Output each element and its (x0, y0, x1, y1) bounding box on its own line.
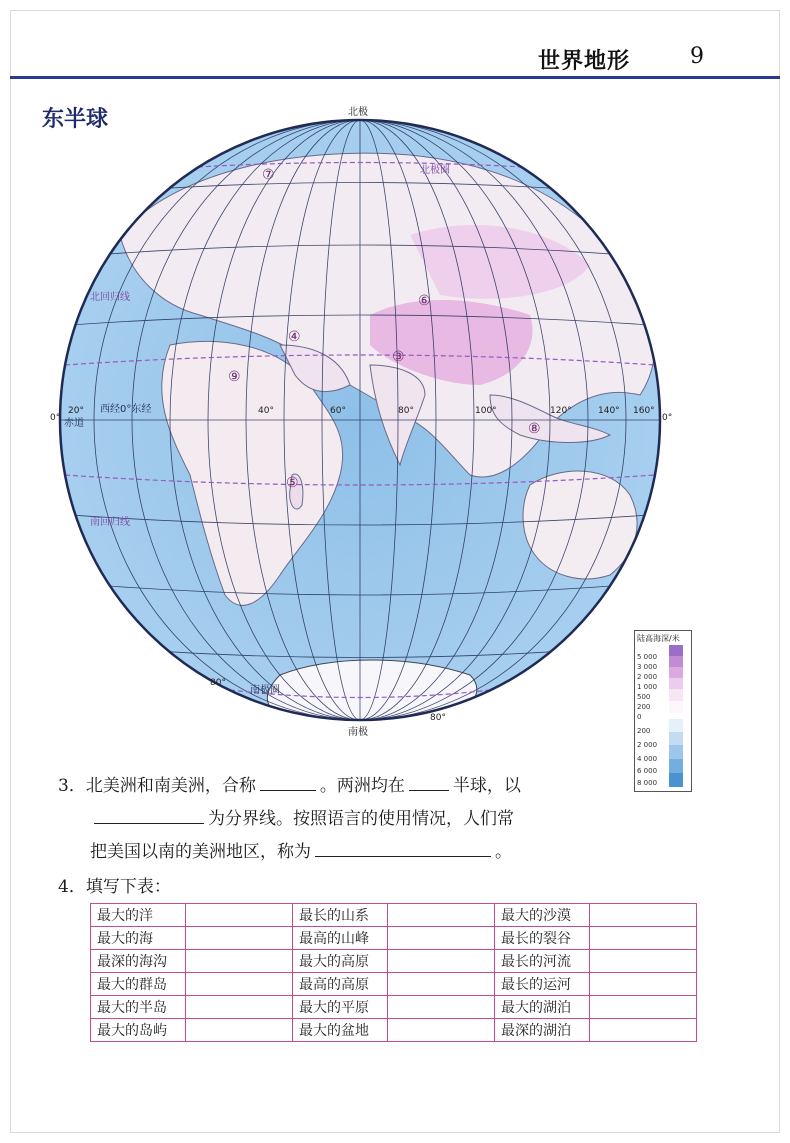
antarctica (267, 660, 476, 735)
legend-swatch-land-2 (669, 656, 683, 667)
answer-cell[interactable] (590, 996, 697, 1019)
legend-land-5000: 5 000 (637, 653, 658, 661)
tropic-cancer-label: 北回归线 (90, 292, 130, 303)
answer-cell[interactable] (388, 1019, 495, 1042)
question-4-prompt: 填写下表： (85, 877, 171, 897)
marker-4: ④ (288, 329, 301, 345)
prime-meridian-label: 西经0°东经 (100, 404, 152, 415)
legend-land-3000: 3 000 (637, 663, 658, 671)
lat-tick-right: 0° (662, 413, 673, 423)
equator-label: 赤道 (64, 418, 84, 429)
table-row (91, 927, 697, 950)
legend-sea-4000: 4 000 (637, 755, 658, 763)
table-cell-label: 最大的平原 (293, 996, 388, 1019)
header-rule (10, 76, 780, 79)
question-4 (58, 872, 171, 897)
answer-cell[interactable] (590, 904, 697, 927)
question-3-text-b: 。两洲均在 (319, 776, 405, 796)
table-row (91, 1019, 697, 1042)
marker-7: ⑦ (262, 167, 275, 183)
table-row (91, 996, 697, 1019)
table-row (91, 904, 697, 927)
antarctic-circle-label: 南极圈 (250, 685, 280, 696)
question-3-text-d: 为分界线。按照语言的使用情况，人们常 (208, 809, 514, 829)
table-cell-label: 最长的裂谷 (495, 927, 590, 950)
lon-tick-160: 160° (633, 406, 655, 416)
lat-tick-bottom-left: 80° (210, 678, 226, 688)
eastern-hemisphere-map (30, 95, 690, 755)
answer-cell[interactable] (388, 996, 495, 1019)
table-cell-label: 最大的海 (91, 927, 186, 950)
north-pole-label: 北极 (348, 107, 368, 118)
answer-cell[interactable] (590, 950, 697, 973)
question-4-number: 4． (58, 877, 86, 897)
table-cell-label: 最大的沙漠 (495, 904, 590, 927)
lon-tick-120: 120° (550, 406, 572, 416)
question-3-number: 3． (58, 776, 86, 796)
marker-5: ⑤ (286, 475, 299, 491)
arctic-circle-label: 北极圈 (420, 165, 450, 176)
map-title: 东半球 (42, 107, 109, 132)
page-header (10, 40, 780, 86)
legend-swatch-sea-3 (669, 745, 683, 759)
answer-cell[interactable] (388, 904, 495, 927)
question-3-line-3 (58, 836, 658, 869)
table-cell-label: 最大的岛屿 (91, 1019, 186, 1042)
legend-swatch-land-3 (669, 667, 683, 678)
table-cell-label: 最大的高原 (293, 950, 388, 973)
legend-swatch-land-1 (669, 645, 683, 656)
lon-tick-40: 40° (258, 406, 274, 416)
question-3-text-a: 北美洲和南美洲，合称 (85, 776, 256, 796)
legend-land-0: 0 (637, 713, 642, 721)
table-cell-label: 最深的湖泊 (495, 1019, 590, 1042)
blank-americas-name[interactable] (260, 770, 316, 791)
lat-tick-left: 0° (50, 413, 61, 423)
chapter-title: 世界地形 (538, 49, 631, 74)
table-cell-label: 最高的山峰 (293, 927, 388, 950)
lat-tick-bottom-right: 80° (430, 713, 446, 723)
legend-swatch-land-4 (669, 678, 683, 689)
superlatives-table (90, 903, 697, 1042)
table-cell-label: 最长的河流 (495, 950, 590, 973)
table-cell-label: 最大的群岛 (91, 973, 186, 996)
answer-cell[interactable] (186, 950, 293, 973)
answer-cell[interactable] (388, 973, 495, 996)
answer-cell[interactable] (388, 927, 495, 950)
table-cell-label: 最大的湖泊 (495, 996, 590, 1019)
question-3-text-f: 。 (495, 842, 512, 862)
lon-tick-20: 20° (68, 406, 84, 416)
answer-cell[interactable] (186, 973, 293, 996)
legend-swatch-sea-2 (669, 732, 683, 745)
blank-boundary[interactable] (94, 803, 204, 824)
answer-cell[interactable] (590, 927, 697, 950)
legend-sea-200: 200 (637, 727, 651, 735)
question-3-line-1 (58, 770, 658, 803)
legend-land-1000: 1 000 (637, 683, 658, 691)
page-number: 9 (690, 44, 704, 69)
answer-cell[interactable] (590, 1019, 697, 1042)
lon-tick-80: 80° (398, 406, 414, 416)
legend-land-2000: 2 000 (637, 673, 658, 681)
table-row (91, 950, 697, 973)
marker-3: ③ (392, 349, 405, 365)
legend-sea-bar (669, 719, 683, 787)
marker-6: ⑥ (418, 293, 431, 309)
legend-sea-6000: 6 000 (637, 767, 658, 775)
elevation-legend (634, 630, 692, 792)
lon-tick-100: 100° (475, 406, 497, 416)
table-cell-label: 最大的洋 (91, 904, 186, 927)
table-cell-label: 最深的海沟 (91, 950, 186, 973)
legend-swatch-sea-4 (669, 759, 683, 773)
question-3 (58, 770, 658, 869)
answer-cell[interactable] (388, 950, 495, 973)
answer-cell[interactable] (186, 904, 293, 927)
table-cell-label: 最大的半岛 (91, 996, 186, 1019)
blank-hemisphere[interactable] (409, 770, 449, 791)
legend-swatch-sea-5 (669, 773, 683, 787)
lon-tick-60: 60° (330, 406, 346, 416)
table-cell-label: 最大的盆地 (293, 1019, 388, 1042)
legend-sea-8000: 8 000 (637, 779, 658, 787)
question-3-line-2 (58, 803, 658, 836)
answer-cell[interactable] (590, 973, 697, 996)
marker-9: ⑨ (228, 369, 241, 385)
legend-land-500: 500 (637, 693, 651, 701)
legend-sea-2000: 2 000 (637, 741, 658, 749)
south-pole-label: 南极 (348, 727, 368, 738)
question-3-text-c: 半球，以 (452, 776, 521, 796)
legend-land-bar (669, 645, 683, 713)
legend-title: 陆高海深/米 (637, 634, 680, 643)
legend-swatch-land-6 (669, 701, 683, 713)
legend-swatch-land-5 (669, 689, 683, 701)
table-row (91, 973, 697, 996)
legend-swatch-sea-1 (669, 719, 683, 732)
tropic-capricorn-label: 南回归线 (90, 517, 130, 528)
lon-tick-140: 140° (598, 406, 620, 416)
legend-land-200: 200 (637, 703, 651, 711)
answer-cell[interactable] (186, 1019, 293, 1042)
question-3-text-e: 把美国以南的美洲地区，称为 (90, 842, 311, 862)
table-cell-label: 最长的山系 (293, 904, 388, 927)
answer-cell[interactable] (186, 927, 293, 950)
table-cell-label: 最长的运河 (495, 973, 590, 996)
answer-cell[interactable] (186, 996, 293, 1019)
blank-latin-america[interactable] (315, 836, 491, 857)
table-cell-label: 最高的高原 (293, 973, 388, 996)
marker-8: ⑧ (528, 421, 541, 437)
